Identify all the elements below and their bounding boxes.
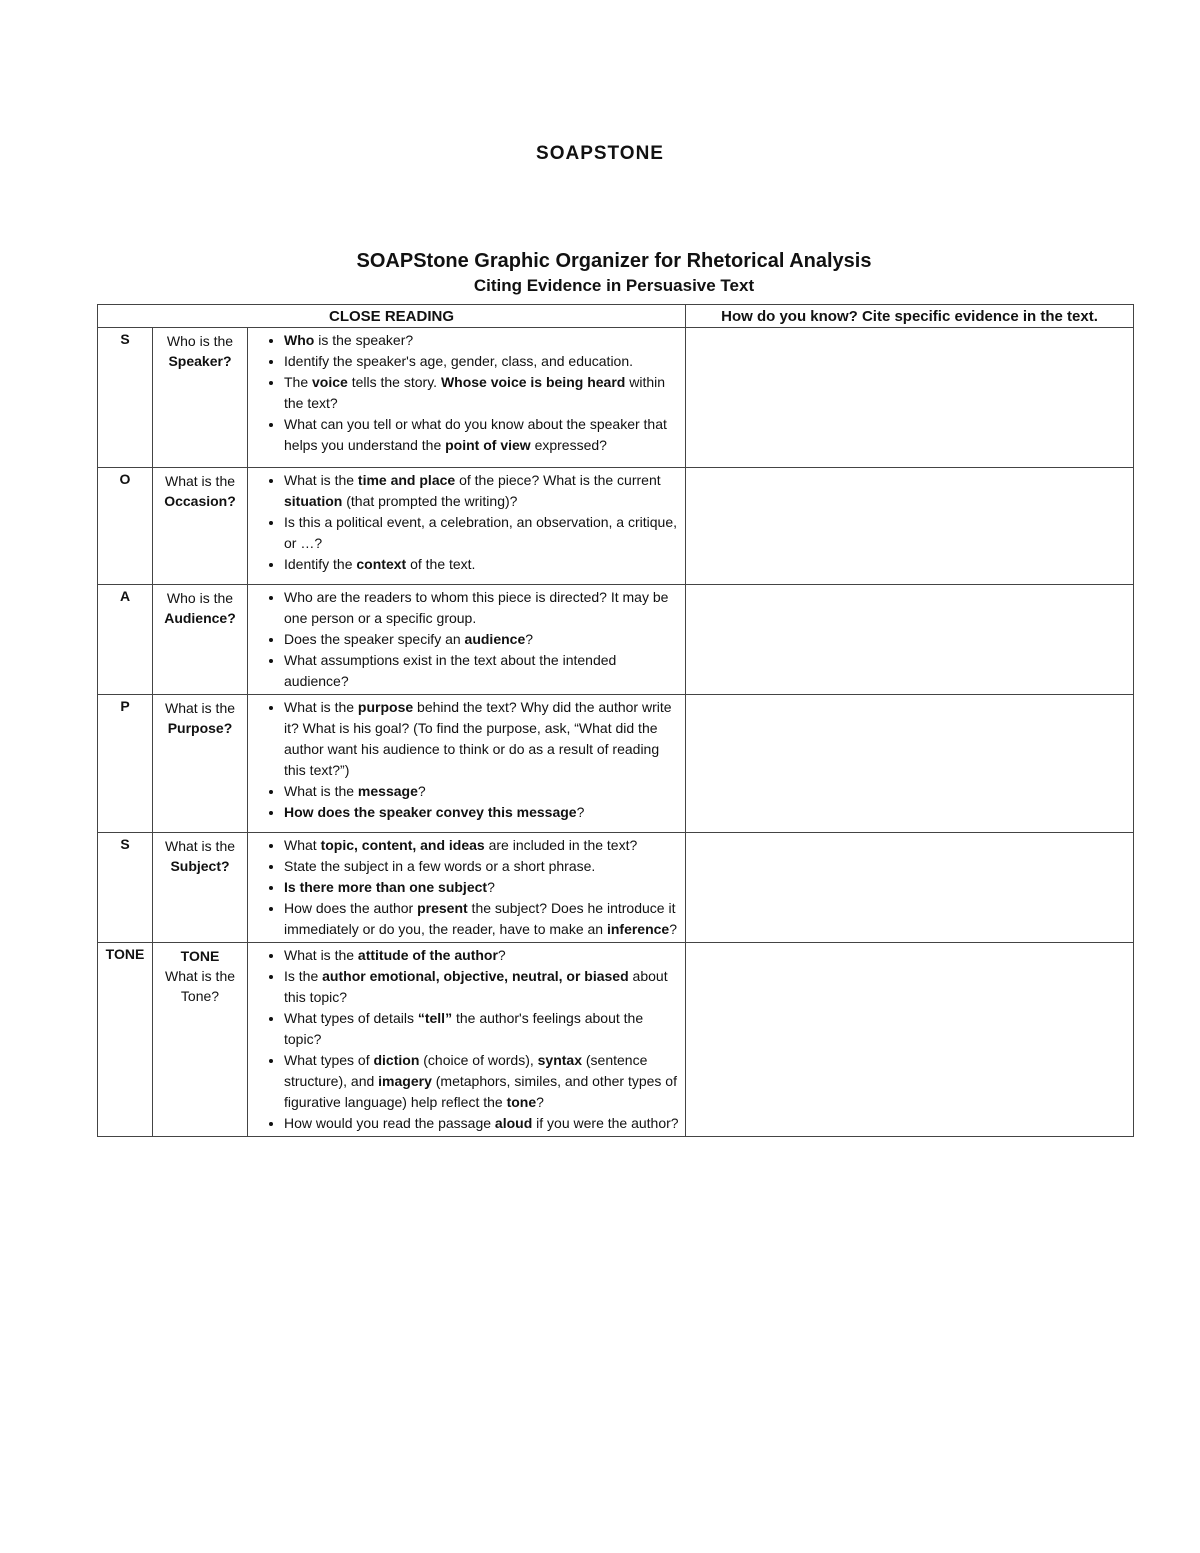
row-question: [153, 695, 248, 833]
prompt-list: [248, 835, 679, 940]
organizer-title: SOAPStone Graphic Organizer for Rhetorical Analysis: [356, 250, 872, 272]
prompt-text: What can you tell or what do you know about the speaker that helps you understand the: [284, 416, 667, 453]
row-question: [153, 468, 248, 585]
prompt-emphasis: Is there more than one subject: [284, 879, 488, 895]
prompt-emphasis: situation: [284, 493, 343, 509]
prompt-text: What is the: [284, 783, 358, 799]
row-prompts: [248, 695, 686, 833]
prompt-text: about this topic?: [284, 968, 668, 1005]
evidence-cell[interactable]: [686, 328, 1134, 468]
prompt-emphasis: time and place: [357, 472, 456, 488]
prompt-item: [284, 629, 679, 650]
prompt-text: How would you read the passage: [284, 1115, 495, 1131]
prompt-emphasis: present: [417, 900, 468, 916]
prompt-text: The: [284, 374, 313, 390]
prompt-item: [284, 372, 679, 414]
row-prompts: [248, 833, 686, 943]
evidence-header: How do you know? Cite specific evidence in the text.: [686, 305, 1134, 328]
prompt-emphasis: aloud: [494, 1115, 533, 1131]
question-line: What is the: [164, 838, 236, 854]
prompt-item: [284, 470, 679, 512]
prompt-emphasis: diction: [373, 1052, 420, 1068]
row-letter: O: [98, 468, 153, 585]
prompt-text: Identify the speaker's age, gender, class, and education.: [284, 353, 634, 369]
prompt-text: ?: [417, 783, 426, 799]
row-question: [153, 833, 248, 943]
prompt-list: [248, 587, 679, 692]
prompt-emphasis: Whose voice is being heard: [440, 374, 626, 390]
prompt-text: of the text.: [406, 556, 476, 572]
question-line: Who is the: [166, 333, 234, 349]
table-row-tone: [98, 943, 1134, 1137]
prompt-emphasis: context: [356, 556, 407, 572]
prompt-text: the author's feelings about the topic?: [284, 1010, 644, 1047]
row-letter: TONE: [98, 943, 153, 1137]
question-line: What is the: [164, 700, 236, 716]
prompt-item: [284, 512, 679, 554]
row-question: [153, 328, 248, 468]
table-row-audience: [98, 585, 1134, 695]
row-prompts: [248, 468, 686, 585]
prompt-text: What is the: [284, 699, 358, 715]
question-line: What is the: [164, 968, 236, 984]
page-title: SOAPSTONE: [536, 143, 664, 164]
prompt-emphasis: point of view: [445, 437, 531, 453]
prompt-emphasis: purpose: [357, 699, 414, 715]
prompt-emphasis: voice: [312, 374, 348, 390]
row-letter: A: [98, 585, 153, 695]
evidence-cell[interactable]: [686, 833, 1134, 943]
prompt-item: [284, 1008, 679, 1050]
prompt-item: [284, 1050, 679, 1113]
question-element: Audience?: [164, 610, 236, 626]
prompt-text: (sentence structure), and: [284, 1052, 648, 1089]
prompt-emphasis: imagery: [378, 1073, 432, 1089]
prompt-text: State the subject in a few words or a short phrase.: [284, 858, 596, 874]
prompt-text: (choice of words),: [419, 1052, 538, 1068]
prompt-item: [284, 945, 679, 966]
prompt-text: ?: [669, 921, 678, 937]
prompt-item: [284, 1113, 679, 1134]
prompt-item: [284, 587, 679, 629]
prompt-item: [284, 330, 679, 351]
row-letter: S: [98, 833, 153, 943]
prompt-text: What: [284, 837, 321, 853]
question-line: What is the: [164, 473, 236, 489]
prompt-list: [248, 697, 679, 823]
prompt-text: What types of: [284, 1052, 374, 1068]
prompt-item: [284, 966, 679, 1008]
row-letter: S: [98, 328, 153, 468]
prompt-text: Is this a political event, a celebration, an observation, a critique, or …?: [284, 514, 677, 551]
prompt-text: are included in the text?: [484, 837, 638, 853]
table-row-occasion: [98, 468, 1134, 585]
prompt-emphasis: message: [357, 783, 418, 799]
prompt-emphasis: attitude of the author: [357, 947, 498, 963]
prompt-item: [284, 877, 679, 898]
prompt-text: expressed?: [530, 437, 607, 453]
prompt-text: Does the speaker specify an: [284, 631, 465, 647]
prompt-item: [284, 835, 679, 856]
prompt-text: within the text?: [284, 374, 666, 411]
prompt-list: [248, 470, 679, 575]
prompt-emphasis: audience: [464, 631, 526, 647]
prompt-text: What assumptions exist in the text about the intended audience?: [284, 652, 617, 689]
prompt-text: Who are the readers to whom this piece is directed? It may be one person or a specific group.: [284, 589, 669, 626]
prompt-text: How does the author: [284, 900, 418, 916]
question-element: Tone?: [180, 988, 220, 1004]
prompt-item: [284, 802, 679, 823]
prompt-item: [284, 781, 679, 802]
prompt-text: ?: [497, 947, 506, 963]
prompt-text: behind the text? Why did the author write it? What is his goal? (To find the purpose, ask, “What did the author want his audience to think or do as a result of reading this text?”): [284, 699, 672, 778]
prompt-emphasis: author emotional, objective, neutral, or biased: [322, 968, 629, 984]
close-reading-header: CLOSE READING: [98, 305, 686, 328]
question-head: TONE: [180, 948, 220, 964]
evidence-cell[interactable]: [686, 943, 1134, 1137]
prompt-text: is the speaker?: [314, 332, 414, 348]
evidence-cell[interactable]: [686, 695, 1134, 833]
prompt-text: Is the: [284, 968, 323, 984]
prompt-text: of the piece? What is the current: [455, 472, 661, 488]
row-prompts: [248, 585, 686, 695]
question-element: Occasion?: [164, 493, 236, 509]
question-line: Who is the: [166, 590, 234, 606]
prompt-item: [284, 898, 679, 940]
prompt-text: What is the: [284, 947, 358, 963]
prompt-emphasis: tone: [506, 1094, 537, 1110]
prompt-text: (that prompted the writing)?: [342, 493, 518, 509]
prompt-emphasis: syntax: [537, 1052, 582, 1068]
prompt-item: [284, 414, 679, 456]
soapstone-table: [97, 304, 1134, 1137]
row-question: [153, 943, 248, 1137]
evidence-cell[interactable]: [686, 468, 1134, 585]
prompt-text: Identify the: [284, 556, 357, 572]
question-element: Purpose?: [167, 720, 233, 736]
prompt-emphasis: How does the speaker convey this message: [284, 804, 577, 820]
prompt-text: ?: [536, 1094, 544, 1110]
question-element: Subject?: [170, 858, 230, 874]
prompt-item: [284, 351, 679, 372]
prompt-list: [248, 945, 679, 1134]
prompt-text: if you were the author?: [532, 1115, 679, 1131]
table-row-speaker: [98, 328, 1134, 468]
organizer-subtitle: Citing Evidence in Persuasive Text: [473, 276, 755, 295]
prompt-item: [284, 697, 679, 781]
prompt-list: [248, 330, 679, 456]
table-row-purpose: [98, 695, 1134, 833]
row-prompts: [248, 328, 686, 468]
table-row-subject: [98, 833, 1134, 943]
table-header-row: [98, 305, 1134, 328]
prompt-emphasis: “tell”: [417, 1010, 453, 1026]
prompt-emphasis: inference: [606, 921, 670, 937]
prompt-item: [284, 650, 679, 692]
prompt-emphasis: topic, content, and ideas: [320, 837, 485, 853]
prompt-item: [284, 554, 679, 575]
prompt-item: [284, 856, 679, 877]
row-letter: P: [98, 695, 153, 833]
prompt-text: What types of details: [284, 1010, 418, 1026]
prompt-text: What is the: [284, 472, 358, 488]
evidence-cell[interactable]: [686, 585, 1134, 695]
prompt-text: ?: [576, 804, 585, 820]
prompt-text: (metaphors, similes, and other types of figurative language) help reflect the: [284, 1073, 677, 1110]
prompt-text: tells the story.: [347, 374, 441, 390]
prompt-text: ?: [525, 631, 534, 647]
prompt-text: ?: [487, 879, 495, 895]
row-prompts: [248, 943, 686, 1137]
prompt-text: the subject? Does he introduce it immediately or do you, the reader, have to make an: [284, 900, 676, 937]
row-question: [153, 585, 248, 695]
prompt-emphasis: Who: [284, 332, 315, 348]
question-element: Speaker?: [168, 353, 232, 369]
